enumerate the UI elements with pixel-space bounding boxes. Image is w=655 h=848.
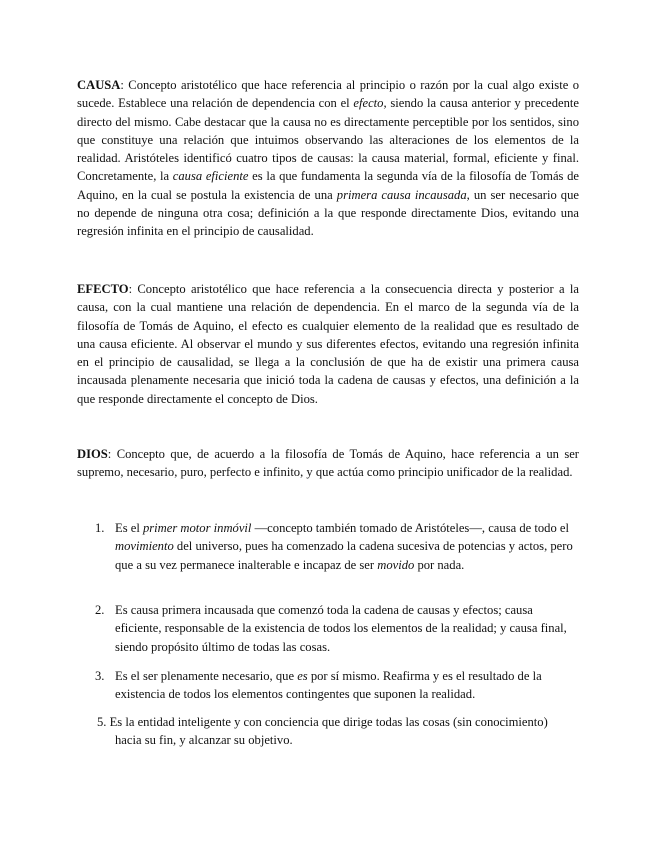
causa-italic-efecto: efecto, — [353, 96, 387, 111]
list-item-5 — [77, 713, 579, 750]
causa-text-4: un ser necesario que no depende de ninguna otra cosa; definición a la que responde directamente Dios, evitando una regresión infinita en el principio de causalidad. — [77, 187, 579, 239]
causa-term: CAUSA — [77, 78, 121, 92]
efecto-paragraph — [77, 280, 579, 408]
causa-text-1: : Concepto aristotélico que hace referencia al principio o razón por la cual algo existe o sucede. Establece una relación de dependencia con el — [77, 78, 579, 111]
causa-paragraph — [77, 76, 579, 241]
list-item-1 — [95, 519, 580, 574]
item3-text-1: Es el ser plenamente necesario, que — [115, 669, 298, 683]
list-number-2: 2. — [95, 603, 105, 617]
efecto-text: : Concepto aristotélico que hace referencia a la consecuencia directa y posterior a la causa, con la cual mantiene una relación de dependencia. En el marco de la segunda vía de la filosofía de Tomás de Aquino, el efecto es cualquier elemento de la realidad que es resultado de una causa eficiente. Al observar el mundo y sus diferentes efectos, evitando una regresión infinita en el principio de causalidad, se llega a la conclusión de que ha de existir una primera causa incausada plenamente necesaria que inició toda la cadena de causas y efectos, una definición a la que responde directamente el concepto de Dios. — [77, 282, 579, 406]
list-item-2 — [95, 601, 580, 656]
causa-italic-eficiente: causa eficiente — [172, 169, 249, 184]
item1-text-1: Es el — [115, 521, 143, 535]
item1-italic-movimiento: movimiento — [115, 539, 174, 554]
dios-text: : Concepto que, de acuerdo a la filosofía de Tomás de Aquino, hace referencia a un ser supremo, necesario, puro, perfecto e infinito, y que actúa como principio unificador de la realidad. — [77, 447, 579, 480]
item3-italic-es: es — [297, 669, 308, 683]
causa-text-3: es la que fundamenta la segunda vía de la filosofía de Tomás de Aquino, en la cual se postula la existencia de una — [77, 169, 579, 202]
item1-text-3: del universo, pues ha comenzado la cadena sucesiva de potencias y actos, pero que a su vez permanece inalterable e incapaz de ser — [115, 539, 573, 572]
item1-italic-movido: movido — [377, 557, 415, 572]
dios-paragraph — [77, 445, 579, 482]
list-number-3: 3. — [95, 669, 105, 683]
item2-text: Es causa primera incausada que comenzó toda la cadena de causas y efectos; causa eficiente, responsable de la existencia de todos los elementos de la realidad; y causa final, siendo propósito último de todas las cosas. — [115, 603, 567, 654]
item5-text-1: Es la entidad inteligente y con conciencia que dirige todas las cosas (sin conocimiento) — [109, 715, 548, 729]
item1-text-2: —concepto también tomado de Aristóteles—, causa de todo el — [251, 521, 569, 535]
item1-italic-motor: primer motor inmóvil — [142, 521, 252, 535]
causa-text-2: siendo la causa anterior y precedente directo del mismo. Cabe destacar que la causa no es directamente perceptible por los sentidos, sino que constituye una relación que intuimos observando las alteraciones de los elementos de la realidad. Aristóteles identificó cuatro tipos de causas: la causa material, formal, eficiente y final. Concretamente, la — [77, 96, 579, 184]
list-number-1: 1. — [95, 521, 105, 535]
dios-term: DIOS — [77, 447, 108, 461]
item5-continuation: hacia su fin, y alcanzar su objetivo. — [115, 733, 293, 748]
efecto-term: EFECTO — [77, 282, 129, 296]
item5-first-line — [77, 713, 579, 731]
list-item-3 — [95, 667, 580, 704]
list-number-5: 5. — [97, 715, 107, 729]
item1-text-4: por nada. — [414, 557, 465, 572]
causa-italic-primera-causa: primera causa incausada, — [336, 187, 470, 202]
item3-text-2: por sí mismo. Reafirma y es el resultado de la existencia de todos los elementos contingentes que suponen la realidad. — [115, 669, 542, 702]
